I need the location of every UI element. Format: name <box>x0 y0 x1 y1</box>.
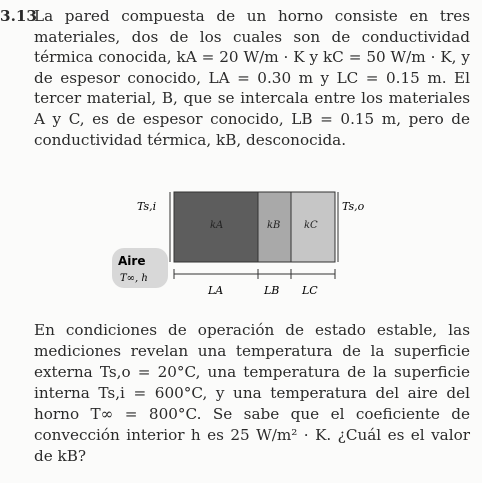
label-ts-outer: Ts,o <box>342 200 365 213</box>
dim-label-l-b: LB <box>264 284 280 297</box>
problem-conditions: En condiciones de operación de estado estable, las mediciones revelan una temperatura de la superficie externa Ts,o = 20°C, una temperatura de la superficie interna Ts,i = 600°C, y una temperatura del aire del horno T∞ = 800°C. Se sabe que el coeficiente de convección interior h es 25 W/m² · K. ¿Cuál es el valor de kB? <box>34 321 470 465</box>
problem-number: 3.13 <box>0 7 37 25</box>
dim-label-l-c: LC <box>302 284 318 297</box>
air-title: Aire <box>118 254 146 268</box>
dim-label-l-a: LA <box>208 284 224 297</box>
label-k-c: kC <box>304 220 318 231</box>
label-k-a: kA <box>210 220 224 231</box>
label-ts-inner: Ts,i <box>137 200 157 213</box>
problem-intro: La pared compuesta de un horno consiste en tres materiales, dos de los cuales son de conductividad térmica conocida, kA = 20 W/m · K y kC = 50 W/m · K, y de espesor conocido, LA = 0.30 m y LC = 0.15 m. El tercer material, B, que se intercala entre los materiales A y C, es de espesor conocido, LB = 0.15 m, pero de conductividad térmica, kB, desconocida. <box>34 7 470 149</box>
composite-wall-figure <box>112 190 372 300</box>
air-subtitle: T∞, h <box>120 273 148 284</box>
problem-statement <box>0 6 470 150</box>
label-k-b: kB <box>267 220 281 231</box>
